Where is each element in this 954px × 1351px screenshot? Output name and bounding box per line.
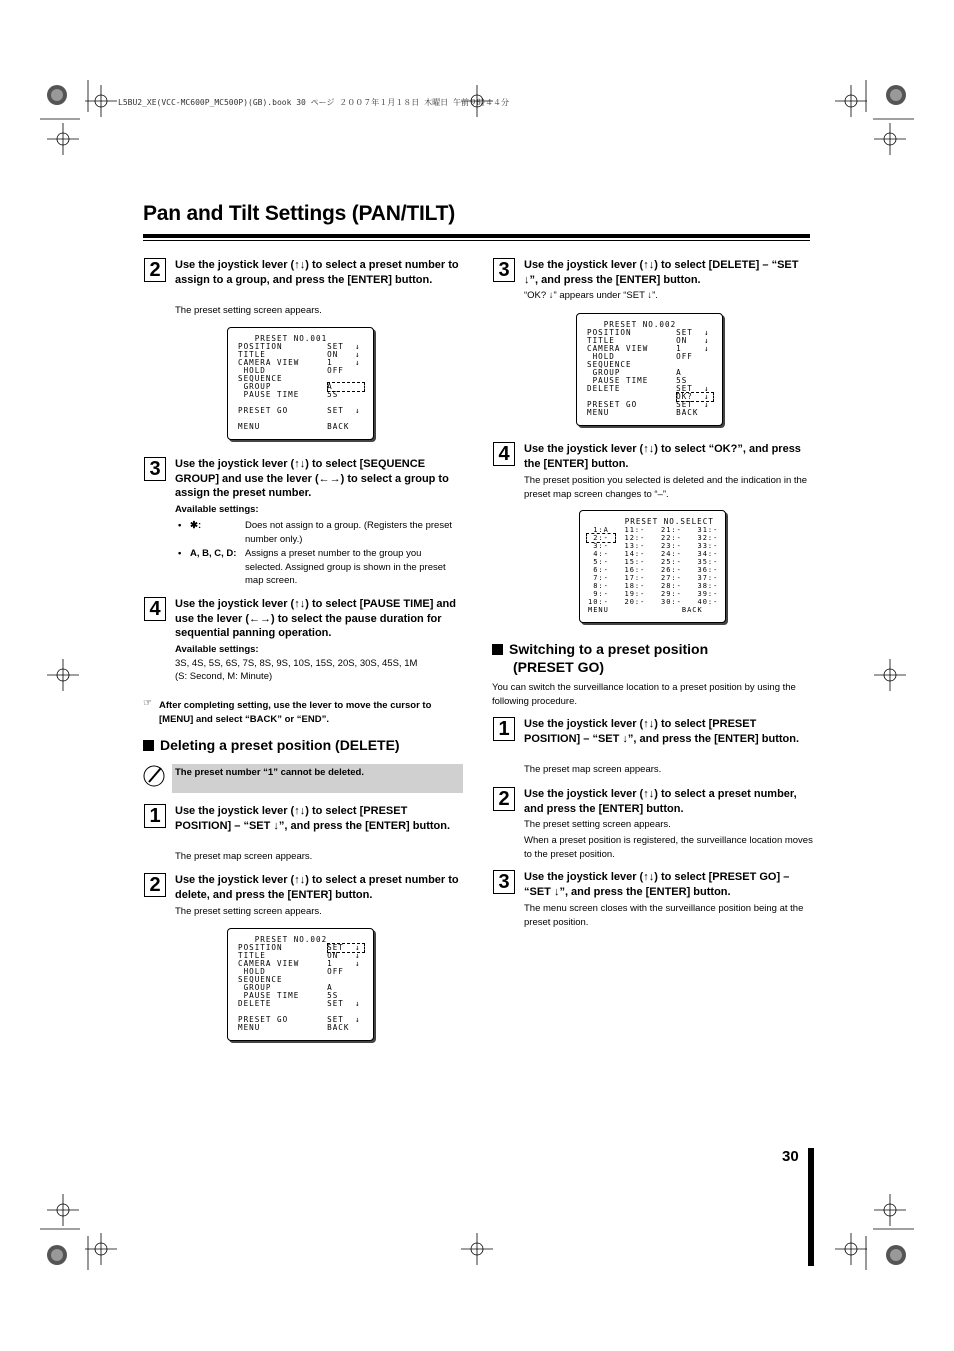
pause-values: 3S, 4S, 5S, 6S, 7S, 8S, 9S, 10S, 15S, 20S, 30S, 45S, 1M xyxy=(175,658,418,669)
step-number: 2 xyxy=(493,787,515,811)
step-number: 4 xyxy=(144,597,166,621)
step-result: The preset position you selected is deleted and the indication in the preset map screen changes to “–”. xyxy=(524,475,808,500)
step-number: 1 xyxy=(493,717,515,741)
square-bullet-icon xyxy=(492,644,503,655)
setting-desc: Assigns a preset number to the group you selected. Assigned group is shown in the preset map screen. xyxy=(245,548,446,586)
square-bullet-icon xyxy=(143,740,154,751)
step-instruction: Use the joystick lever (↑↓) to select a preset number to assign to a group, and press the [ENTER] button. xyxy=(175,259,459,286)
osd-cursor xyxy=(586,533,616,543)
step-number: 4 xyxy=(493,442,515,466)
section-heading-preset-go: Switching to a preset position xyxy=(492,641,708,658)
osd-cursor xyxy=(327,943,365,953)
osd-screen-preset-001: PRESET NO.001 POSITION SET ↓ TITLE ON ↓ CAMERA VIEW 1 ↓ HOLD OFF SEQUENCE GROUP A PAUSE TIME 5S PRESET GO SET ↓ MENU BACK xyxy=(227,327,374,440)
step-number: 2 xyxy=(144,873,166,897)
step-instruction: Use the joystick lever (↑↓) to select [SEQUENCE GROUP] and use the lever (←→) to select a group to assign the preset number. xyxy=(175,458,449,500)
step-result: The menu screen closes with the surveillance position being at the preset position. xyxy=(524,903,804,928)
title-rule xyxy=(143,234,810,238)
step-instruction: Use the joystick lever (↑↓) to select [PAUSE TIME] and use the lever (←→) to select the pause duration for sequential panning operation. xyxy=(175,598,456,640)
step-instruction: Use the joystick lever (↑↓) to select a preset number to delete, and press the [ENTER] button. xyxy=(175,874,459,901)
caution-text: The preset number “1” cannot be deleted. xyxy=(175,767,364,778)
step-number: 1 xyxy=(144,804,166,828)
step-number: 3 xyxy=(144,457,166,481)
step-instruction: Use the joystick lever (↑↓) to select a preset number, and press the [ENTER] button. xyxy=(524,788,797,815)
step-number: 3 xyxy=(493,258,515,282)
osd-screen-delete-confirm: PRESET NO.002 POSITION SET ↓ TITLE ON ↓ CAMERA VIEW 1 ↓ HOLD OFF SEQUENCE GROUP A PAUSE TIME 5S DELETE SET ↓ OK? ↓ PRESET GO SET ↓ MENU BACK xyxy=(576,313,723,426)
step-result: “OK? ↓” appears under “SET ↓”. xyxy=(524,290,658,301)
step-result: The preset setting screen appears. xyxy=(175,305,322,316)
step-instruction: Use the joystick lever (↑↓) to select [PRESET POSITION] – “SET ↓”, and press the [ENTER] button. xyxy=(524,718,800,745)
step-instruction: Use the joystick lever (↑↓) to select [PRESET GO] – “SET ↓”, and press the [ENTER] button. xyxy=(524,871,790,898)
step-instruction: Use the joystick lever (↑↓) to select [PRESET POSITION] – “SET ↓”, and press the [ENTER] button. xyxy=(175,805,451,832)
available-settings-label: Available settings: xyxy=(175,644,259,655)
step-result: The preset setting screen appears. xyxy=(524,819,671,830)
pause-units-note: (S: Second, M: Minute) xyxy=(175,671,273,682)
osd-screen-preset-002: PRESET NO.002 POSITION SET ↓ TITLE ON ↓ CAMERA VIEW 1 ↓ HOLD OFF SEQUENCE GROUP A PAUSE TIME 5S DELETE SET ↓ PRESET GO SET ↓ MENU BACK xyxy=(227,928,374,1041)
step-result: The preset setting screen appears. xyxy=(175,906,322,917)
setting-key: A, B, C, D: xyxy=(190,548,237,559)
osd-cursor xyxy=(676,392,714,402)
step-number: 2 xyxy=(144,258,166,282)
setting-desc: Does not assign to a group. (Registers the preset number only.) xyxy=(245,520,453,545)
step-result: The preset map screen appears. xyxy=(524,764,662,775)
step-instruction: Use the joystick lever (↑↓) to select [DELETE] – “SET ↓”, and press the [ENTER] button. xyxy=(524,259,799,286)
setting-key: ✱: xyxy=(190,520,202,531)
osd-cursor xyxy=(327,382,365,392)
title-rule-thin xyxy=(143,240,810,241)
step-result-detail: When a preset position is registered, the surveillance location moves to the preset position. xyxy=(524,835,813,860)
step-result: The preset map screen appears. xyxy=(175,851,313,862)
section-heading-delete: Deleting a preset position (DELETE) xyxy=(143,737,400,754)
page-edge-bar xyxy=(808,1148,814,1266)
step-instruction: Use the joystick lever (↑↓) to select “OK?”, and press the [ENTER] button. xyxy=(524,443,801,470)
caution-pencil-icon xyxy=(143,763,167,789)
available-settings-label: Available settings: xyxy=(175,504,259,515)
page-title: Pan and Tilt Settings (PAN/TILT) xyxy=(143,202,456,225)
section-intro: You can switch the surveillance location to a preset position by using the following procedure. xyxy=(492,682,796,707)
osd-screen-preset-map: PRESET NO.SELECT 1:A 11:- 21:- 31:- 2:- 12:- 22:- 32:- 3:- 13:- 23:- 33:- 4:- 14:- 24:- 34:- 5:- 15:- 25:- 35:- 6:- 16:- 26:- 36:- 7:- 17:- 27:- 37:- 8:- 18:- 28:- 38:- 9:- 19:- 29:- 39:- 10:- 20:- 30:- 40:- MENU BACK xyxy=(579,510,726,623)
step-number: 3 xyxy=(493,870,515,894)
hand-pointer-icon: ☞ xyxy=(143,698,152,709)
after-setting-note: After completing setting, use the lever to move the cursor to [MENU] and select “BACK” or “END”. xyxy=(159,700,432,725)
page-number: 30 xyxy=(782,1148,799,1165)
section-heading-preset-go-sub: (PRESET GO) xyxy=(513,659,605,675)
print-header: L5BU2_XE(VCC-MC600P_MC500P)(GB).book 30 ページ ２００７年１月１８日 木曜日 午前９時４４分 xyxy=(118,98,509,107)
